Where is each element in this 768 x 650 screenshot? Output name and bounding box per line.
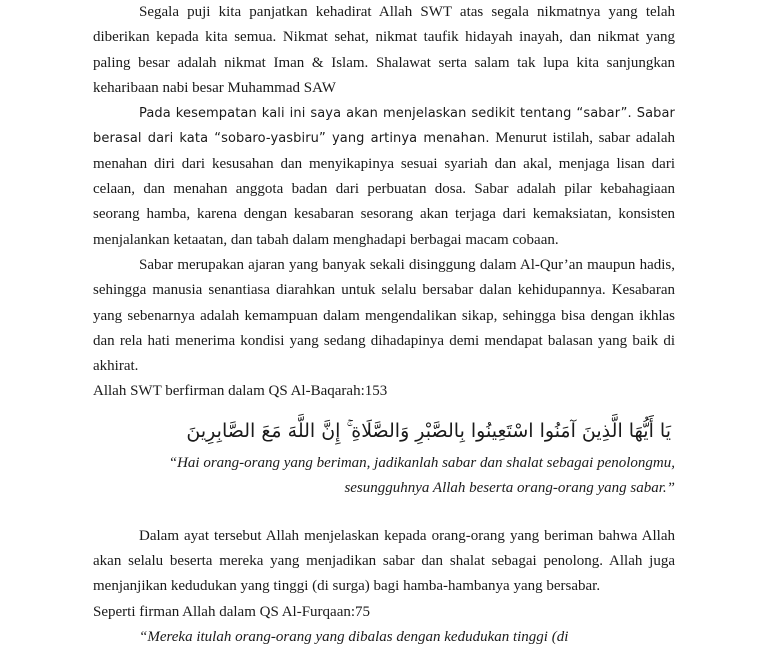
- verse-translation-line-2: sesungguhnya Allah beserta orang-orang yang sabar.”: [344, 480, 675, 497]
- verse-reference-baqarah: Allah SWT berfirman dalam QS Al-Baqarah:153: [93, 383, 388, 400]
- paragraph-sabar-lead: Pada kesempatan kali ini saya akan menjelaskan sedikit tentang “sabar”. Sabar berasal dari kata “sobaro-yasbiru” yang artinya menahan.: [93, 106, 675, 147]
- paragraph-sabar-rest: Menurut istilah, sabar adalah menahan diri dari kesusahan dan menyikapinya sesuai syariah dan akal, menjaga lisan dari celaan, dan menahan anggota badan dari perbuatan dosa. Sabar adalah pilar kebahagiaan seorang hamba, karena dengan kesabaran sesorang akan terjaga dari kemaksiatan, konsisten menjalankan ketaatan, dan tabah dalam menghadapi berbagai macam cobaan.: [93, 130, 675, 248]
- arabic-verse: يَا أَيُّهَا الَّذِينَ آمَنُوا اسْتَعِينُوا بِالصَّبْرِ وَالصَّلَاةِ ۚ إِنَّ اللَّهَ مَعَ الصَّابِرِينَ: [186, 419, 671, 442]
- verse-translation-line-1: “Hai orang-orang yang beriman, jadikanlah sabar dan shalat sebagai penolongmu,: [168, 454, 675, 471]
- paragraph-sabar-quran: Sabar merupakan ajaran yang banyak sekali disinggung dalam Al-Qur’an maupun hadis, sehingga manusia senantiasa diarahkan untuk selalu bersabar dalan kehidupannya. Kesabaran yang sebenarnya adalah kemampuan dalam mengendalikan sikap, sehingga bisa dengan ikhlas dan rela hati menerima kondisi yang sedang dihadapinya demi mendapat balasan yang baik di akhirat.: [93, 256, 675, 375]
- document-page: [93, 0, 675, 650]
- verse-reference-furqaan: Seperti firman Allah dalam QS Al-Furqaan:75: [93, 603, 371, 620]
- paragraph-opening: Segala puji kita panjatkan kehadirat Allah SWT atas segala nikmatnya yang telah diberikan kepada kita semua. Nikmat sehat, nikmat taufik hidayah inayah, dan nikmat yang paling besar adalah nikmat Iman & Islam. Shalawat serta salam tak lupa kita sanjungkan keharibaan nabi besar Muhammad SAW: [93, 4, 675, 96]
- spacer: [93, 502, 675, 524]
- paragraph-sabar-definition: [93, 101, 675, 253]
- paragraph-explanation: Dalam ayat tersebut Allah menjelaskan kepada orang-orang yang beriman bahwa Allah akan selalu beserta mereka yang menjadikan sabar dan shalat sebagai penolong. Allah juga menjanjikan kedudukan yang tinggi (di surga) bagi hamba-hambanya yang bersabar.: [93, 527, 675, 595]
- verse-translation-partial: “Mereka itulah orang-orang yang dibalas dengan kedudukan tinggi (di: [139, 628, 569, 645]
